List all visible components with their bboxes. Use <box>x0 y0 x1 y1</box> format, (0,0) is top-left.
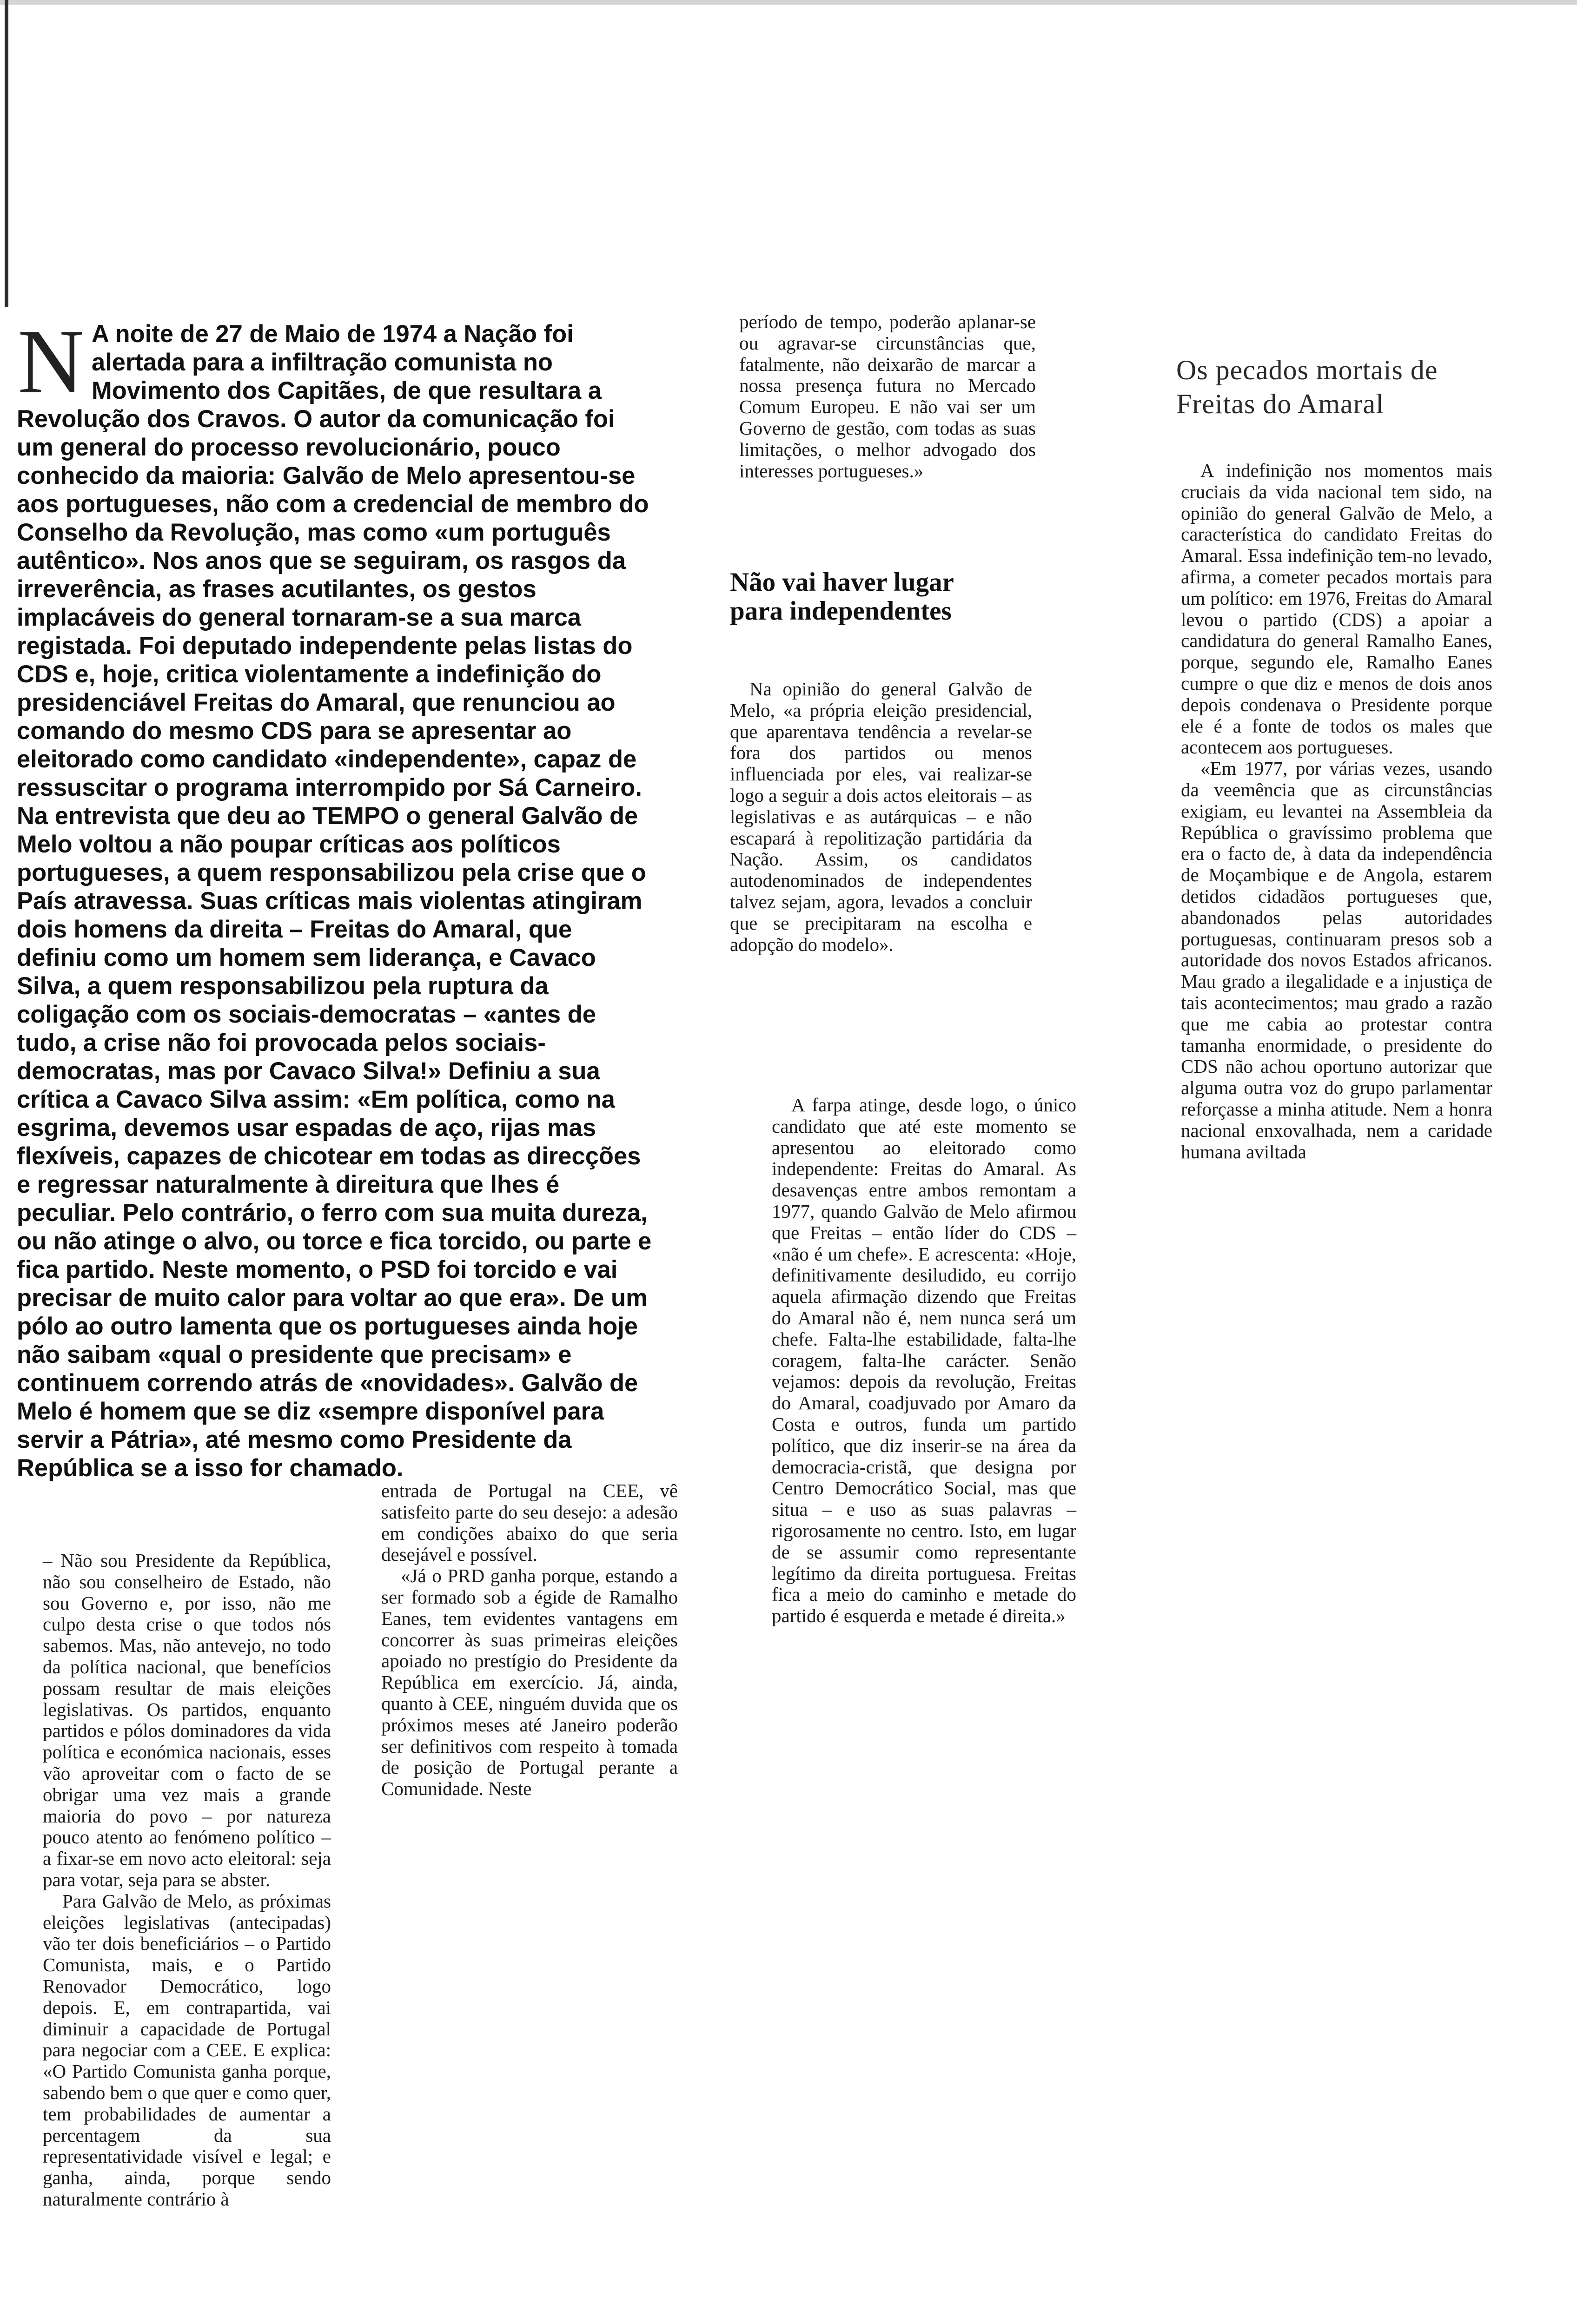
lead-text: A noite de 27 de Maio de 1974 a Nação foi alertada para a infiltração comunista no Movimento dos Capitães, de que resultara a Revolução dos Cravos. O autor da comunicação foi um general do processo revolucionário, pouco conhecido da maioria: Galvão de Melo apresentou-se aos portugueses, não com a credencial de membro do Conselho da Revolução, mas como «um português autêntico». Nos anos que se seguiram, os rasgos da irreverência, as frases acutilantes, os gestos implacáveis do general tornaram-se a sua marca registada. Foi deputado independente pelas listas do CDS e, hoje, critica violentamente a indefinição do presidenciável Freitas do Amaral, que renunciou ao comando do mesmo CDS para se apresentar ao eleitorado como candidato «independente», capaz de ressuscitar o programa interrompido por Sá Carneiro. Na entrevista que deu ao TEMPO o general Galvão de Melo voltou a não poupar críticas aos políticos portugueses, a quem responsabilizou pela crise que o País atravessa. Suas críticas mais violentas atingiram dois homens da direita – Freitas do Amaral, que definiu como um homem sem liderança, e Cavaco Silva, a quem responsabilizou pela ruptura da coligação com os sociais-democratas – «antes de tudo, a crise não foi provocada pelos sociais-democratas, mas por Cavaco Silva!» Definiu a sua crítica a Cavaco Silva assim: «Em política, como na esgrima, devemos usar espadas de aço, rijas mas flexíveis, capazes de chicotear em todas as direcções e regressar naturalmente à direitura que lhes é peculiar. Pelo contrário, o ferro com sua muita dureza, ou não atinge o alvo, ou torce e fica torcido, ou parte e fica partido. Neste momento, o PSD foi torcido e vai precisar de muito calor para voltar ao que era». De um pólo ao outro lamenta que os portugueses ainda hoje não saibam «qual o presidente que precisam» e continuem correndo atrás de «novidades». Galvão de Melo é homem que se diz «sempre disponível para servir a Pátria», até mesmo como Presidente da República se a isso for chamado. <box>17 320 652 1482</box>
subheading: Não vai haver lugar para independentes <box>730 568 954 626</box>
column-3-paragraph-1: período de tempo, poderão aplanar-se ou agravar-se circunstâncias que, fatalmente, não deixarão de marcar a nossa presença futura no Mercado Comum Europeu. E não vai ser um Governo de gestão, com todas as suas limitações, o melhor advogado dos interesses portugueses.» <box>739 311 1036 482</box>
drop-cap: N <box>18 310 84 412</box>
column-4-paragraph-2: «Em 1977, por várias vezes, usando da veemência que as circunstâncias exigiam, eu levantei na Assembleia da República o gravíssimo problema que era o facto de, à data da independência de Moçambique e de Angola, estarem detidos cidadãos portugueses que, abandonados pelas autoridades portuguesas, continuaram presos sob a autoridade dos novos Estados africanos. Mau grado a ilegalidade e a injustiça de tais acontecimentos; mau grado a razão que me cabia ao protestar contra tamanha enormidade, o presidente do CDS não achou oportuno autorizar que alguma outra voz do grupo parlamentar reforçasse a minha atitude. Nem a honra nacional enxovalhada, nem a caridade humana aviltada <box>1181 758 1492 1162</box>
sidebar-title: Os pecados mortais de Freitas do Amaral <box>1176 355 1438 419</box>
column-1-paragraph-2: Para Galvão de Melo, as próximas eleições legislativas (antecipadas) vão ter dois beneficiários – o Partido Comunista, mais, e o Partido Renovador Democrático, logo depois. E, em contrapartida, vai diminuir a capacidade de Portugal para negociar com a CEE. E explica: «O Partido Comunista ganha porque, sabendo bem o que quer e como quer, tem probabilidades de aumentar a percentagem da sua representatividade visível e legal; e ganha, ainda, porque sendo naturalmente contrário à <box>43 1890 331 2210</box>
top-rule <box>0 0 1577 5</box>
column-3-top <box>739 311 1036 482</box>
column-3-paragraph-3: A farpa atinge, desde logo, o único candidato que até este momento se apresentou ao eleitorado como independente: Freitas do Amaral. As desavenças entre ambos remontam a 1977, quando Galvão de Melo afirmou que Freitas – então líder do CDS – «não é um chefe». E acrescenta: «Hoje, definitivamente desiludido, eu corrijo aquela afirmação dizendo que Freitas do Amaral não é, nem nunca será um chefe. Falta-lhe estabilidade, falta-lhe coragem, falta-lhe carácter. Senão vejamos: depois da revolução, Freitas do Amaral, coadjuvado por Amaro da Costa e outros, funda um partido político, que diz inserir-se na área da democracia-cristã, que designa por Centro Democrático Social, mas que situa – e uso as suas palavras – rigorosamente no centro. Isto, em lugar de se assumir como representante legítimo da direita portuguesa. Freitas fica a meio do caminho e metade do partido é esquerda e metade é direita.» <box>772 1094 1076 1627</box>
column-2-paragraph-2: «Já o PRD ganha porque, estando a ser formado sob a égide de Ramalho Eanes, tem evidentes vantagens em concorrer às suas primeiras eleições apoiado no prestígio do Presidente da República em exercício. Já, ainda, quanto à CEE, ninguém duvida que os próximos meses até Janeiro poderão ser definitivos com respeito à tomada de posição de Portugal perante a Comunidade. Neste <box>381 1565 678 1800</box>
column-4-paragraph-1: A indefinição nos momentos mais cruciais da vida nacional tem sido, na opinião do general Galvão de Melo, a característica do candidato Freitas do Amaral. Essa indefinição tem-no levado, afirma, a cometer pecados mortais para um político: em 1976, Freitas do Amaral levou o partido (CDS) a apoiar a candidatura do general Ramalho Eanes, porque, segundo ele, Ramalho Eanes cumpre o que diz e menos de dois anos depois condenava o Presidente porque ele é a fonte de todos os males que acontecem aos portugueses. <box>1181 460 1492 758</box>
column-2-paragraph-1: entrada de Portugal na CEE, vê satisfeito parte do seu desejo: a adesão em condições abaixo do que seria desejável e possível. <box>381 1480 678 1565</box>
column-3-middle <box>730 679 1032 955</box>
article-lead <box>17 310 654 1482</box>
left-edge-line-top <box>5 0 8 307</box>
column-3-paragraph-2: Na opinião do general Galvão de Melo, «a própria eleição presidencial, que aparentava tendência a revelar-se fora dos partidos ou menos influenciada por eles, vai realizar-se logo a seguir a dois actos eleitorais – as legislativas e as autárquicas – e não escapará à repolitização partidária da Nação. Assim, os candidatos autodenominados de independentes talvez sejam, agora, levados a concluir que se precipitaram na escolha e adopção do modelo». <box>730 678 1032 955</box>
column-2 <box>381 1480 678 1800</box>
column-1 <box>43 1550 331 2210</box>
column-1-paragraph-1: – Não sou Presidente da República, não sou conselheiro de Estado, não sou Governo e, por isso, não me culpo desta crise o que todos nós sabemos. Mas, não antevejo, no todo da política nacional, que benefícios possam resultar de mais eleições legislativas. Os partidos, enquanto partidos e pólos dominadores da vida política e económica nacionais, esses vão aproveitar com o facto de se obrigar uma vez mais a grande maioria do povo – por natureza pouco atento ao fenómeno político – a fixar-se em novo acto eleitoral: seja para votar, seja para se abster. <box>43 1550 331 1890</box>
column-4 <box>1181 460 1492 1162</box>
column-3-bottom <box>772 1095 1076 1627</box>
